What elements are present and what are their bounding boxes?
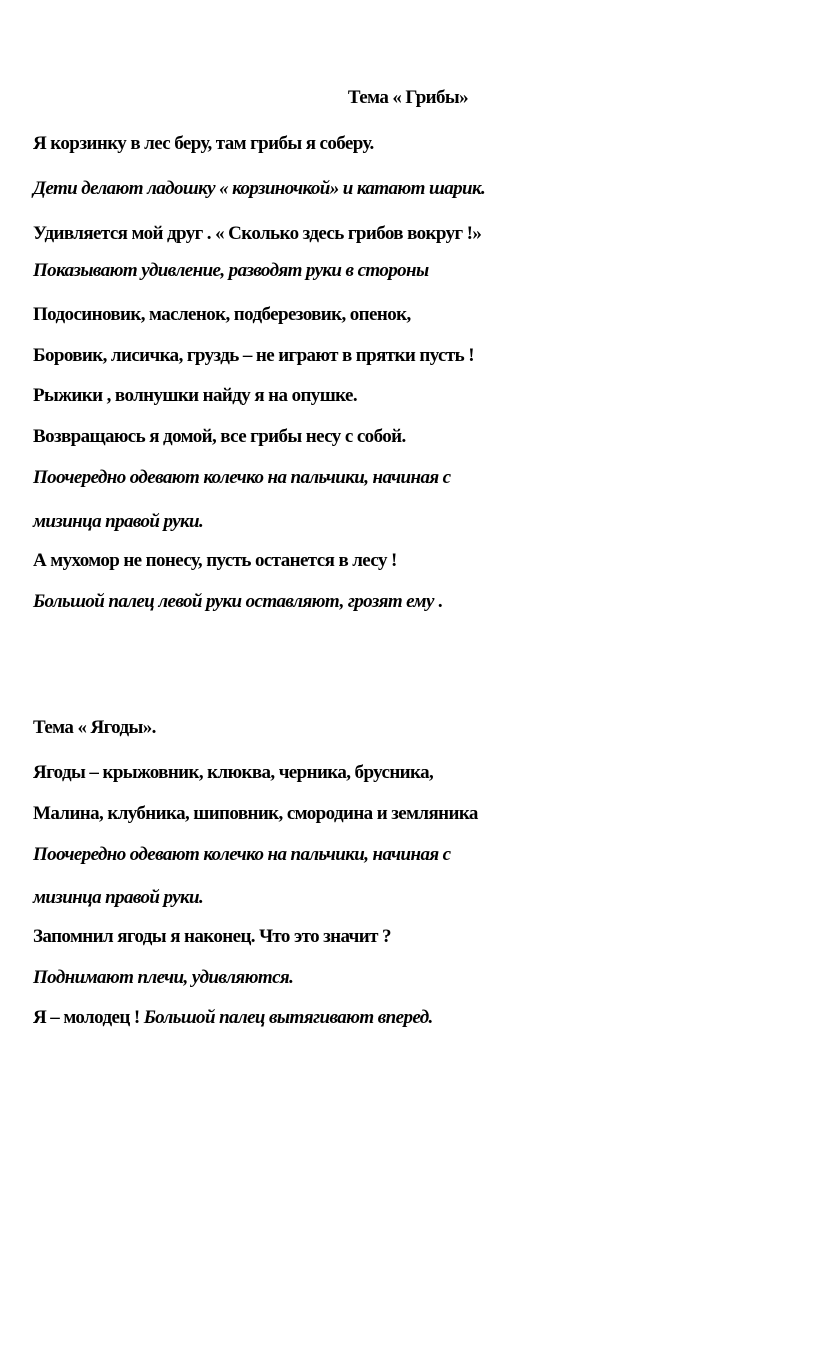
mushrooms-instruction-line: мизинца правой руки. bbox=[33, 511, 204, 532]
mushrooms-verse-line: Подосиновик, масленок, подберезовик, опенок, bbox=[33, 304, 411, 325]
berries-final-instruction: Большой палец вытягивают вперед. bbox=[143, 1007, 433, 1028]
mushrooms-verse-line: Удивляется мой друг . « Сколько здесь грибов вокруг !» bbox=[33, 223, 482, 244]
mushrooms-final-suffix: . bbox=[433, 591, 443, 612]
berries-final-line bbox=[33, 1006, 433, 1030]
mushrooms-verse-line: Возвращаюсь я домой, все грибы несу с собой. bbox=[33, 426, 406, 447]
berries-verse-line: Запомнил ягоды я наконец. Что это значит ? bbox=[33, 926, 391, 947]
berries-verse-line: Малина, клубника, шиповник, смородина и земляника bbox=[33, 803, 478, 824]
berries-title: Тема « Ягоды». bbox=[33, 717, 156, 738]
mushrooms-instruction-line: Показывают удивление, разводят руки в стороны bbox=[33, 260, 429, 281]
mushrooms-final-line bbox=[33, 590, 442, 614]
mushrooms-verse-line: Боровик, лисичка, груздь – не играют в прятки пусть ! bbox=[33, 345, 474, 366]
mushrooms-instruction-line: Дети делают ладошку « корзиночкой» и катают шарик. bbox=[33, 178, 486, 199]
berries-verse-line: Ягоды – крыжовник, клюква, черника, брусника, bbox=[33, 762, 434, 783]
mushrooms-verse-line: Я корзинку в лес беру, там грибы я соберу. bbox=[33, 133, 374, 154]
berries-instruction-line: Поочередно одевают колечко на пальчики, начиная с bbox=[33, 844, 451, 865]
mushrooms-verse-line: А мухомор не понесу, пусть останется в лесу ! bbox=[33, 550, 397, 571]
mushrooms-final-instruction: Большой палец левой руки оставляют, грозят ему bbox=[33, 591, 434, 612]
mushrooms-title: Тема « Грибы» bbox=[347, 87, 469, 108]
berries-instruction-line: мизинца правой руки. bbox=[33, 887, 204, 908]
mushrooms-instruction-line: Поочередно одевают колечко на пальчики, начиная с bbox=[33, 467, 451, 488]
mushrooms-verse-line: Рыжики , волнушки найду я на опушке. bbox=[33, 385, 358, 406]
berries-instruction-line: Поднимают плечи, удивляются. bbox=[33, 967, 294, 988]
berries-final-verse: Я – молодец ! bbox=[33, 1007, 144, 1028]
